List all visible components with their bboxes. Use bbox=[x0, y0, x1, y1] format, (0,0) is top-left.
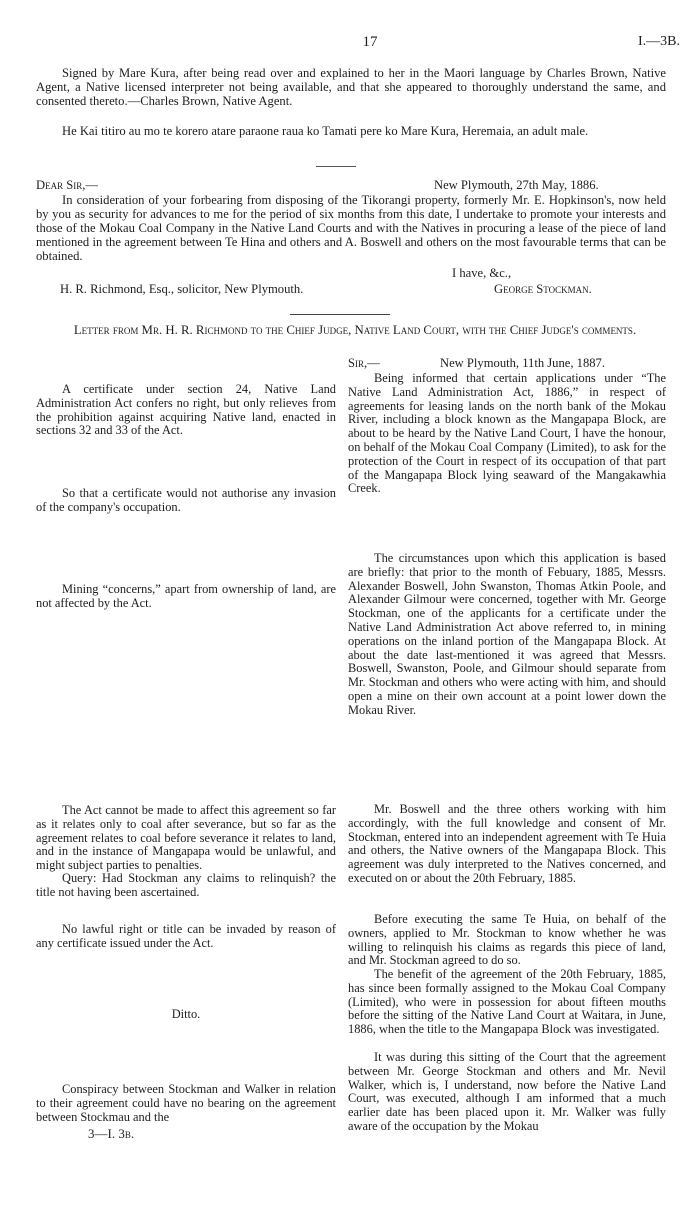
letter2-salutation: Sir,— bbox=[348, 356, 380, 370]
signature-attestation: Signed by Mare Kura, after being read over and explained to her in the Maori language by Charles Brown, Native Agent, a Native licensed interpreter not being available, and that she appeared to thoroughly understand the same, and consented thereto.—Charles Brown, Native Agent. bbox=[36, 66, 666, 108]
section-divider-short bbox=[316, 166, 356, 167]
letter1-signature: George Stockman. bbox=[494, 282, 592, 296]
letter2-paragraph: The benefit of the agreement of the 20th February, 1885, has since been formally assigned to the Mokau Coal Company (Limited), who were in possession for about fifteen mouths before the sitting of the Native Land Court at Waitara, in June, 1886, when the title to the Mangapapa Block was investigated. bbox=[348, 967, 666, 1037]
letter2-paragraph: Before executing the same Te Huia, on behalf of the owners, applied to Mr. Stockman to know whether he was willing to relinquish his claims as regards this piece of land, and Mr. Stockman agreed to do so. bbox=[348, 912, 666, 968]
maori-witness-note: He Kai titiro au mo te korero atare paraone raua ko Tamati pere ko Mare Kura, Heremaia, an adult male. bbox=[62, 124, 589, 138]
letter2-paragraph: The circumstances upon which this application is based are briefly: that prior to the month of Febuary, 1885, Messrs. Alexander Boswell, John Swanston, Thomas Atkin Poole, and Alexander Gilmour were concerned, together with Mr. George Stockman, one of the applicants for a certificate under the Native Land Administration Act above referred to, in mining operations on the inland portion of the Mangapapa Block. At about the date last-mentioned it was agreed that Messrs. Boswell, Swanston, Poole, and Gilmour should separate from Mr. Stockman and others who were acting with him, and should open a mine on their own account at a point lower down the Mokau River. bbox=[348, 551, 666, 717]
printer-signature-mark: 3—I. 3b. bbox=[88, 1126, 135, 1141]
chief-judge-comment: Conspiracy between Stockman and Walker in relation to their agreement could have no bearing on the agreement between Stockmau and the bbox=[36, 1082, 336, 1124]
letter2-paragraph: Mr. Boswell and the three others working with him accordingly, with the full knowledge and consent of Mr. Stockman, entered into an independent agreement with Te Huia and others, the Native owners of the Mangapapa Block. This agreement was duly interpreted to the Natives concerned, and executed on or about the 20th February, 1885. bbox=[348, 802, 666, 885]
letter1-closing: I have, &c., bbox=[452, 266, 512, 280]
chief-judge-comment: Mining “concerns,” apart from ownership of land, are not affected by the Act. bbox=[36, 582, 336, 610]
chief-judge-comment: No lawful right or title can be invaded by reason of any certificate issued under the Act. bbox=[36, 922, 336, 950]
page-number: 17 bbox=[362, 34, 378, 50]
document-reference: I.—3B. bbox=[638, 34, 680, 49]
letter2-paragraph: Being informed that certain applications under “The Native Land Administration Act, 1886,” in respect of agreements for leasing lands on the north bank of the Mokau River, including a block known as the Mangapapa Block, are about to be heard by the Native Land Court, I have the honour, on behalf of the Mokau Coal Company (Limited), to ask for the protection of the Court in respect of its occupation of that part of the Mangapapa Block lying seaward of the Mangakawhia Creek. bbox=[348, 371, 666, 496]
page-header bbox=[60, 34, 680, 52]
letter1-addressee: H. R. Richmond, Esq., solicitor, New Plymouth. bbox=[60, 282, 304, 296]
letter1-dateline: New Plymouth, 27th May, 1886. bbox=[434, 178, 599, 192]
chief-judge-comment: So that a certificate would not authorise any invasion of the company's occupation. bbox=[36, 486, 336, 514]
chief-judge-comment: A certificate under section 24, Native Land Administration Act confers no right, but only relieves from the prohibition against acquiring Native land, enacted in sections 32 and 33 of the Act. bbox=[36, 382, 336, 438]
chief-judge-comment: Ditto. bbox=[171, 1007, 201, 1021]
letter2-dateline: New Plymouth, 11th June, 1887. bbox=[440, 356, 605, 370]
letter1-salutation: Dear Sir,— bbox=[36, 178, 98, 192]
chief-judge-comment: The Act cannot be made to affect this agreement so far as it relates only to coal after severance, but so far as the agreement relates to coal before severance it relates to land, and in the instance of Mangapapa would be unlawful, and might subject parties to penalties. bbox=[36, 803, 336, 873]
letter2-paragraph: It was during this sitting of the Court that the agreement between Mr. George Stockman and others and Mr. Nevil Walker, which is, I understand, now before the Native Land Court, was executed, although I am informed that a much earlier date has been placed upon it. Mr. Walker was fully aware of the occupation by the Mokau bbox=[348, 1050, 666, 1133]
section-divider-long bbox=[290, 314, 390, 315]
letter1-body: In consideration of your forbearing from disposing of the Tikorangi property, formerly Mr. E. Hopkinson's, now held by you as security for advances to me for the period of six months from this date, I undertake to promote your interests and those of the Mokau Coal Company in the Native Land Courts and with the Natives in procuring a lease of the piece of land mentioned in the agreement between Te Hina and others and A. Boswell and others on the most favourable terms that can be obtained. bbox=[36, 193, 666, 263]
chief-judge-comment: Query: Had Stockman any claims to relinquish? the title not having been ascertained. bbox=[36, 871, 336, 899]
letter2-heading: Letter from Mr. H. R. Richmond to the Chief Judge, Native Land Court, with the Chief Judge's comments. bbox=[73, 323, 637, 337]
